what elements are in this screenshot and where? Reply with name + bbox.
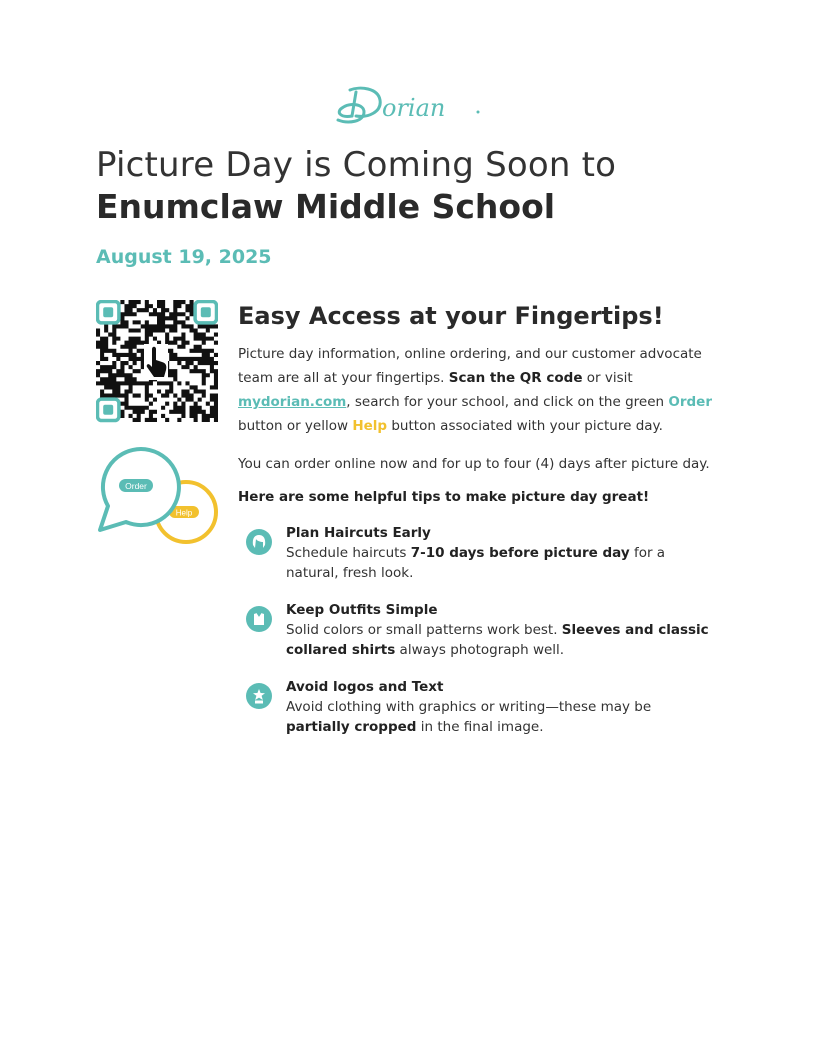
tip-text: Avoid clothing with graphics or writing—these may be bbox=[286, 699, 652, 715]
tip-text: for a natural, fresh look. bbox=[286, 545, 666, 581]
tip-title: Keep Outfits Simple bbox=[286, 602, 438, 618]
scan-qr-text: Scan the QR code bbox=[448, 370, 583, 386]
shirt-icon bbox=[246, 606, 272, 632]
order-word: Order bbox=[668, 394, 712, 410]
dorian-logo bbox=[330, 82, 486, 128]
order-window-paragraph: You can order online now and for up to four (4) days after picture day. bbox=[238, 456, 710, 472]
tip-body bbox=[286, 620, 718, 660]
tip-title: Avoid logos and Text bbox=[286, 679, 444, 695]
section-heading: Easy Access at your Fingertips! bbox=[238, 302, 664, 330]
intro-text: or visit bbox=[582, 370, 633, 386]
order-bubble-label: Order bbox=[125, 481, 147, 491]
star-shirt-icon bbox=[246, 683, 272, 709]
intro-paragraph bbox=[238, 342, 718, 438]
school-name: Enumclaw Middle School bbox=[96, 187, 556, 226]
tip-bold: 7-10 days before picture day bbox=[410, 545, 630, 561]
tip-bold: partially cropped bbox=[286, 719, 417, 735]
tip-item bbox=[238, 677, 718, 737]
intro-text: , search for your school, and click on the green bbox=[346, 394, 669, 410]
tips-list bbox=[238, 523, 718, 737]
tip-item bbox=[238, 600, 718, 660]
tip-body bbox=[286, 543, 718, 583]
intro-text: button or yellow bbox=[238, 418, 353, 434]
qr-code-icon[interactable] bbox=[96, 300, 218, 423]
tip-bold: Sleeves and classic collared shirts bbox=[286, 622, 709, 658]
intro-text: button associated with your picture day. bbox=[387, 418, 663, 434]
tips-heading: Here are some helpful tips to make picture day great! bbox=[238, 489, 650, 505]
tip-body bbox=[286, 697, 718, 737]
mydorian-link[interactable]: mydorian.com bbox=[238, 394, 347, 410]
svg-text:orian: orian bbox=[382, 94, 446, 122]
help-bubble-label: Help bbox=[175, 508, 193, 518]
order-help-bubbles-icon bbox=[96, 446, 220, 548]
tip-text: always photograph well. bbox=[395, 642, 565, 658]
help-word: Help bbox=[352, 418, 388, 434]
tip-title: Plan Haircuts Early bbox=[286, 525, 431, 541]
intro-text: Picture day information, online ordering, and our customer advocate team are all at your fingertips. bbox=[238, 346, 702, 386]
tip-text: in the final image. bbox=[416, 719, 544, 735]
title-line: Picture Day is Coming Soon to bbox=[96, 145, 617, 185]
tip-text: Schedule haircuts bbox=[286, 545, 411, 561]
tip-item bbox=[238, 523, 718, 583]
main-content bbox=[238, 300, 718, 737]
tip-text: Solid colors or small patterns work best. bbox=[286, 622, 562, 638]
haircut-icon bbox=[246, 529, 272, 555]
picture-day-date: August 19, 2025 bbox=[96, 246, 272, 268]
